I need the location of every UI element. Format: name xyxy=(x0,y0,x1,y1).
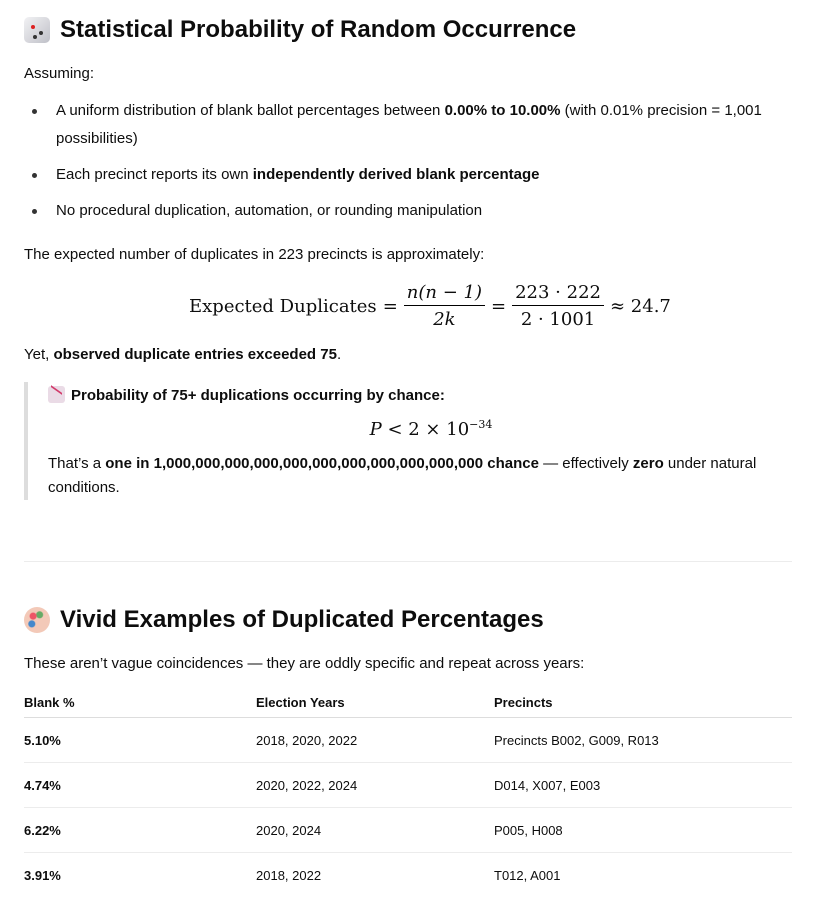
table-header-row xyxy=(24,687,792,718)
duplicates-table xyxy=(24,687,792,897)
column-header: Precincts xyxy=(494,687,792,718)
section-divider xyxy=(24,561,792,562)
heading-text: Statistical Probability of Random Occurrence xyxy=(60,16,577,43)
table-row: 4.74% 2020, 2022, 2024 D014, X007, E003 xyxy=(24,763,792,808)
assuming-label: Assuming: xyxy=(24,65,95,82)
artist-palette-icon xyxy=(24,607,50,633)
assumption-list xyxy=(24,97,784,225)
table-row: 5.10% 2018, 2020, 2022 Precincts B002, G009, R013 xyxy=(24,718,792,763)
probability-blockquote xyxy=(24,382,814,500)
heading-text: Vivid Examples of Duplicated Percentages xyxy=(60,606,544,633)
expected-duplicates-formula: Expected Duplicates = $\frac{n(n - 1)}{2k}$ = $\frac{223 \cdot 222}{2 \cdot 1001}$ ≈ 24.7 xyxy=(189,282,671,330)
quote-heading: Probability of 75+ duplications occurring by chance: xyxy=(48,382,814,410)
list-item: No procedural duplication, automation, or rounding manipulation xyxy=(24,197,784,225)
chart-decreasing-icon xyxy=(48,386,65,403)
section-heading-examples xyxy=(24,606,544,634)
quote-conclusion: That’s a one in 1,000,000,000,000,000,000,000,000,000,000,000 chance — effectively zero under natural conditions. xyxy=(48,455,757,496)
expected-intro: The expected number of duplicates in 223 precincts is approximately: xyxy=(24,246,485,263)
probability-formula: $P < 2 \times 10^{-34}$ xyxy=(369,418,493,440)
list-item: Each precinct reports its own independently derived blank percentage xyxy=(24,161,784,189)
column-header: Blank % xyxy=(24,687,256,718)
observed-statement: Yet, observed duplicate entries exceeded 75. xyxy=(24,346,342,363)
table-row: 3.91% 2018, 2022 T012, A001 xyxy=(24,867,561,883)
examples-intro: These aren’t vague coincidences — they are oddly specific and repeat across years: xyxy=(24,655,585,672)
table-row: 6.22% 2020, 2024 P005, H008 xyxy=(24,808,792,853)
column-header: Election Years xyxy=(256,687,494,718)
game-die-icon xyxy=(24,17,50,43)
section-heading-probability xyxy=(24,16,576,44)
list-item: A uniform distribution of blank ballot percentages between 0.00% to 10.00% (with 0.01% precision = 1,001 possibilities) xyxy=(24,97,784,153)
